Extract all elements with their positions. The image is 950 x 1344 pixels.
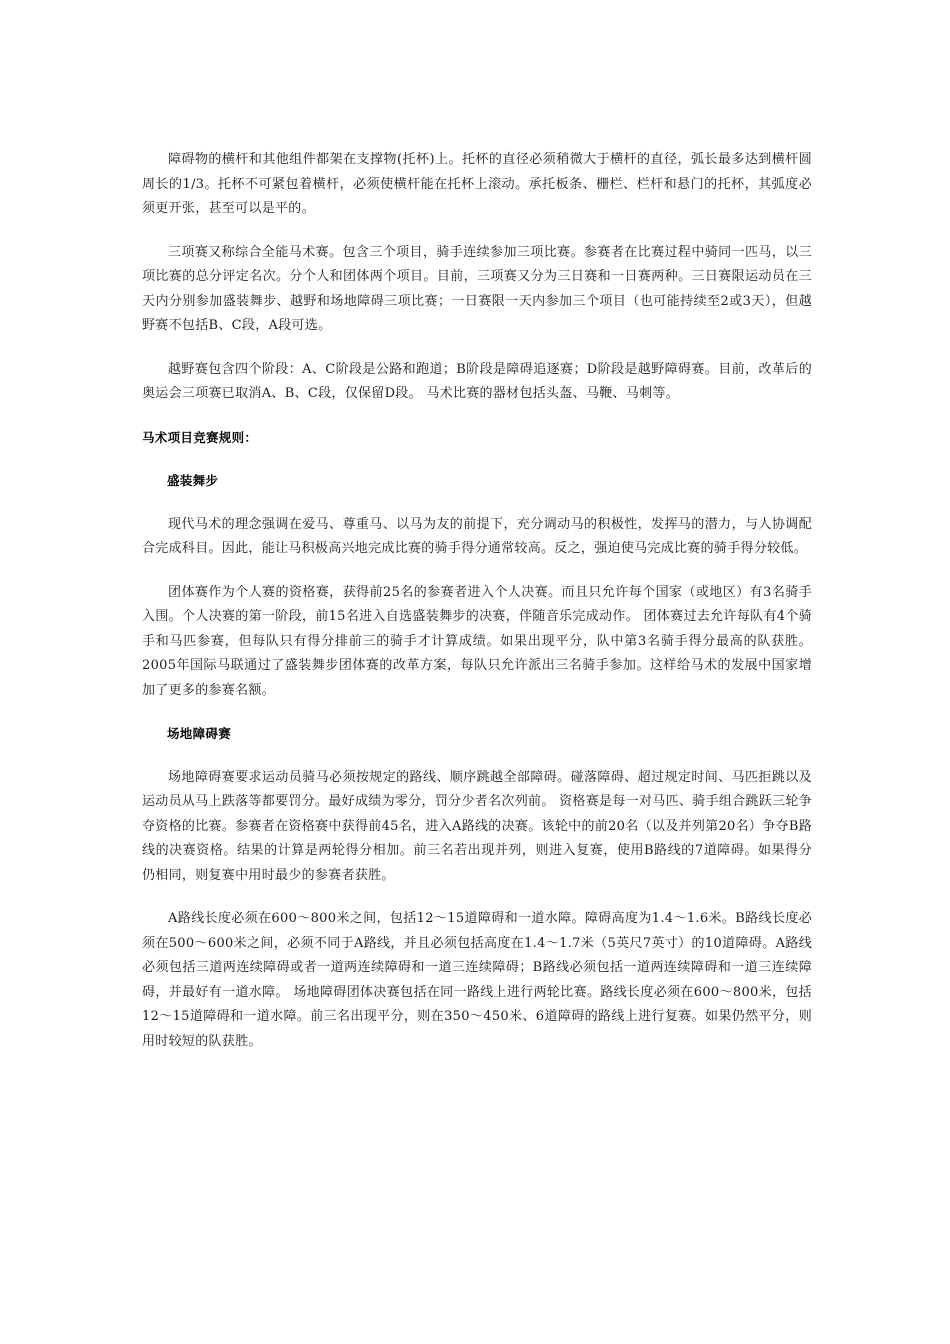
dressage-title: 盛装舞步 — [167, 473, 219, 488]
paragraph-cross-country: 越野赛包含四个阶段：A、C阶段是公路和跑道；B阶段是障碍追逐赛；D阶段是越野障碍赛。目前，改革后的奥运会三项赛已取消A、B、C段，仅保留D段。 马术比赛的器材包括头盔、马鞭、马刺等。 — [142, 361, 812, 401]
paragraph-dressage-team: 团体赛作为个人赛的资格赛，获得前25名的参赛者进入个人决赛。而且只允许每个国家（或地区）有3名骑手入围。个人决赛的第一阶段，前15名进入自选盛装舞步的决赛，伴随音乐完成动作。 团体赛过去允许每队有4个骑手和马匹参赛，但每队只有得分排前三的骑手才计算成绩。如果出现平分，队中第3名骑手得分最高的队获胜。2005年国际马联通过了盛装舞步团体赛的改革方案，每队只允许派出三名骑手参加。这样给马术的发展中国家增加了更多的参赛名额。 — [142, 584, 812, 698]
paragraph-jumping-courses: A路线长度必须在600～800米之间，包括12～15道障碍和一道水障。障碍高度为1.4～1.6米。B路线长度必须在500～600米之间，必须不同于A路线，并且必须包括高度在1.4～1.7米（5英尺7英寸）的10道障碍。A路线必须包括三道两连续障碍或者一道两连续障碍和一道三连续障碍；B路线必须包括一道两连续障碍和一道三连续障碍，并最好有一道水障。 场地障碍团体决赛包括在同一路线上进行两轮比赛。路线长度必须在600～800米，包括12～15道障碍和一道水障。前三名出现平分，则在350～450米、6道障碍的路线上进行复赛。如果仍然平分，则用时较短的队获胜。 — [142, 911, 812, 1049]
jumping-title: 场地障碍赛 — [167, 726, 232, 741]
document-page — [142, 148, 812, 1073]
paragraph-eventing: 三项赛又称综合全能马术赛。包含三个项目，骑手连续参加三项比赛。参赛者在比赛过程中骑同一匹马，以三项比赛的总分评定名次。分个人和团体两个项目。目前，三项赛又分为三日赛和一日赛两种。三日赛限运动员在三天内分别参加盛装舞步、越野和场地障碍三项比赛；一日赛限一天内参加三个项目（也可能持续至2或3天），但越野赛不包括B、C段，A段可选。 — [142, 244, 812, 333]
paragraph-jumping-rules: 场地障碍赛要求运动员骑马必须按规定的路线、顺序跳越全部障碍。碰落障碍、超过规定时间、马匹拒跳以及运动员从马上跌落等都要罚分。最好成绩为零分，罚分少者名次列前。 资格赛是每一对马匹、骑手组合跳跃三轮争夺资格的比赛。参赛者在资格赛中获得前45名，进入A路线的决赛。该轮中的前20名（以及并列第20名）争夺B路线的决赛资格。结果的计算是两轮得分相加。前三名若出现并列，则进入复赛，使用B路线的7道障碍。如果得分仍相同，则复赛中用时最少的参赛者获胜。 — [142, 769, 812, 883]
section-title: 马术项目竞赛规则： — [142, 429, 258, 445]
paragraph-dressage-philosophy: 现代马术的理念强调在爱马、尊重马、以马为友的前提下，充分调动马的积极性，发挥马的潜力，与人协调配合完成科目。因此，能让马积极高兴地完成比赛的骑手得分通常较高。反之，强迫使马完成比赛的骑手得分较低。 — [142, 516, 812, 556]
paragraph-obstacle-cups: 障碍物的横杆和其他组件都架在支撑物(托杯)上。托杯的直径必须稍微大于横杆的直径，弧长最多达到横杆圆周长的1/3。托杯不可紧包着横杆，必须使横杆能在托杯上滚动。承托板条、栅栏、栏杆和悬门的托杯，其弧度必须更开张，甚至可以是平的。 — [142, 152, 812, 216]
